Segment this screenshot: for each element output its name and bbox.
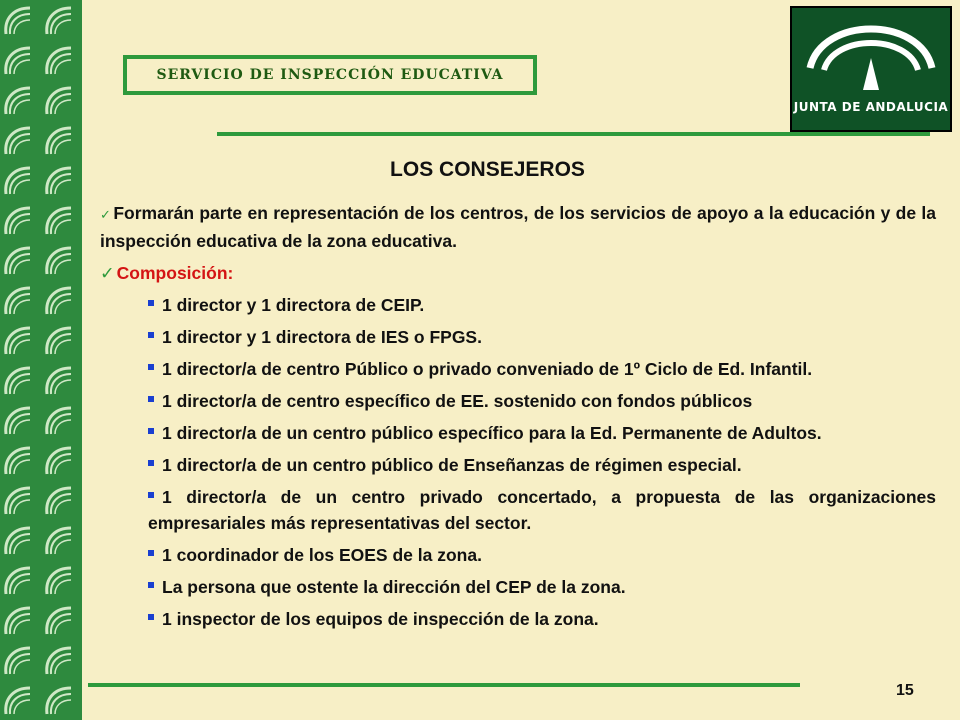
list-item-text: La persona que ostente la dirección del CEP de la zona. — [162, 577, 626, 597]
list-item — [148, 542, 936, 568]
page-title: LOS CONSEJEROS — [390, 158, 585, 181]
list-item-text: 1 director/a de centro Público o privado conveniado de 1º Ciclo de Ed. Infantil. — [162, 359, 813, 379]
composition-heading — [100, 260, 936, 286]
square-bullet-icon — [148, 582, 154, 588]
list-item-text: 1 director/a de centro específico de EE. sostenido con fondos públicos — [162, 391, 753, 411]
service-header-box — [123, 55, 537, 95]
list-item-text: 1 director/a de un centro privado concertado, a propuesta de las organizaciones empresariales más representativas del sector. — [148, 487, 936, 533]
list-item-text: 1 director/a de un centro público de Enseñanzas de régimen especial. — [162, 455, 742, 475]
list-item — [148, 484, 936, 536]
list-item-text: 1 director/a de un centro público específico para la Ed. Permanente de Adultos. — [162, 423, 822, 443]
junta-de-andalucia-logo — [790, 6, 952, 132]
list-item — [148, 324, 936, 350]
intro-text: Formarán parte en representación de los centros, de los servicios de apoyo a la educación y de la inspección educativa de la zona educativa. — [100, 203, 936, 251]
square-bullet-icon — [148, 460, 154, 466]
logo-text: JUNTA DE ANDALUCIA — [793, 100, 949, 114]
square-bullet-icon — [148, 332, 154, 338]
list-item — [148, 574, 936, 600]
square-bullet-icon — [148, 550, 154, 556]
list-item — [148, 420, 936, 446]
swirl-pattern-icon — [0, 0, 82, 720]
list-item-text: 1 inspector de los equipos de inspección de la zona. — [162, 609, 599, 629]
list-item — [148, 356, 936, 382]
list-item — [148, 452, 936, 478]
square-bullet-icon — [148, 396, 154, 402]
service-label: SERVICIO DE INSPECCIÓN EDUCATIVA — [156, 67, 504, 83]
bottom-divider — [88, 683, 800, 687]
intro-paragraph — [100, 200, 936, 254]
list-item-text: 1 coordinador de los EOES de la zona. — [162, 545, 482, 565]
square-bullet-icon — [148, 492, 154, 498]
square-bullet-icon — [148, 300, 154, 306]
checkmark-icon: ✓ — [100, 207, 112, 222]
page-number: 15 — [896, 682, 914, 699]
top-divider — [217, 132, 930, 136]
list-item — [148, 388, 936, 414]
square-bullet-icon — [148, 364, 154, 370]
checkmark-icon: ✓ — [100, 263, 115, 283]
composition-label: Composición: — [116, 263, 234, 283]
decorative-left-band — [0, 0, 82, 720]
arch-emblem-icon — [792, 8, 950, 108]
list-item-text: 1 director y 1 directora de IES o FPGS. — [162, 327, 482, 347]
list-item — [148, 606, 936, 632]
square-bullet-icon — [148, 428, 154, 434]
list-item — [148, 292, 936, 318]
list-item-text: 1 director y 1 directora de CEIP. — [162, 295, 425, 315]
square-bullet-icon — [148, 614, 154, 620]
main-content — [100, 200, 936, 638]
